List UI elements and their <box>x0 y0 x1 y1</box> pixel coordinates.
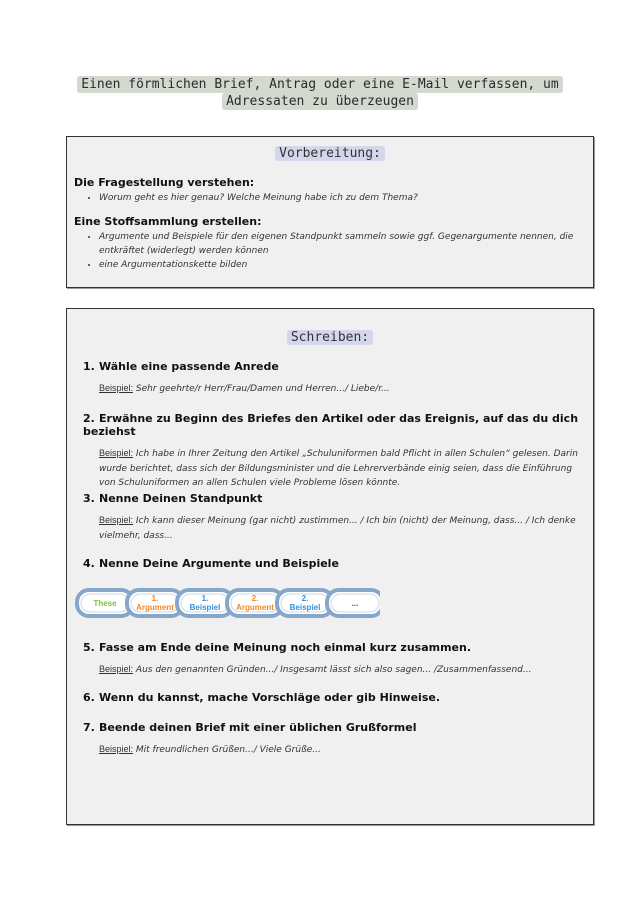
section-title-stoffsammlung: Eine Stoffsammlung erstellen: <box>74 215 262 228</box>
list-item: • Worum geht es hier genau? Welche Meinung habe ich zu dem Thema? <box>99 191 593 205</box>
step-6 <box>83 691 579 704</box>
step-2 <box>83 412 579 491</box>
step-heading: 7. Beende deinen Brief mit einer üblichen Grußformel <box>83 721 417 734</box>
step-example: Beispiel: Ich habe in Ihrer Zeitung den Artikel „Schuluniformen bald Pflicht in allen Schulen“ gelesen. Darin wurde berichtet, dass sich der Bildungsminister und die Lehrerverbände einig seien, dass die Einführung von Schuluniformen an allen Schulen viele Probleme lösen könnte. <box>99 448 578 488</box>
chain-label: Argument <box>136 603 174 612</box>
step-example: Beispiel: Ich kann dieser Meinung (gar nicht) zustimmen... / Ich bin (nicht) der Meinung, dass... / Ich denke vielmehr, dass... <box>99 515 576 541</box>
step-example: Beispiel: Aus den genannten Gründen.../ Insgesamt lässt sich also sagen... /Zusammenfassend... <box>99 664 532 675</box>
chain-label: ... <box>351 599 359 608</box>
step-heading: 3. Nenne Deinen Standpunkt <box>83 492 263 505</box>
step-heading: 5. Fasse am Ende deine Meinung noch einmal kurz zusammen. <box>83 641 472 654</box>
schreiben-box <box>66 308 594 825</box>
vorbereitung-heading: Vorbereitung: <box>67 146 593 161</box>
step-example: Beispiel: Sehr geehrte/r Herr/Frau/Damen und Herren.../ Liebe/r... <box>99 383 390 394</box>
list-item: • eine Argumentationskette bilden <box>99 258 593 272</box>
chain-label: 1. <box>151 594 159 603</box>
step-heading: 6. Wenn du kannst, mache Vorschläge oder gib Hinweise. <box>83 691 440 704</box>
chain-label: 1. <box>201 594 209 603</box>
chain-label: These <box>93 599 117 608</box>
step-heading: 1. Wähle eine passende Anrede <box>83 360 279 373</box>
stoffsammlung-list <box>67 230 593 272</box>
step-3 <box>83 492 579 543</box>
argument-chain <box>75 583 380 623</box>
chain-link <box>127 590 183 616</box>
fragestellung-list <box>67 191 593 205</box>
chain-link <box>327 590 380 616</box>
chain-label: Argument <box>236 603 274 612</box>
title-line-2: Adressaten zu überzeugen <box>222 93 418 110</box>
page-title <box>40 76 600 110</box>
section-title-fragestellung: Die Fragestellung verstehen: <box>74 176 255 189</box>
schreiben-heading: Schreiben: <box>67 330 593 345</box>
chain-link <box>277 590 333 616</box>
title-line-1: Einen förmlichen Brief, Antrag oder eine E-Mail verfassen, um <box>77 76 562 93</box>
step-heading: 4. Nenne Deine Argumente und Beispiele <box>83 557 339 570</box>
chain-label: 2. <box>301 594 309 603</box>
vorbereitung-box <box>66 136 594 288</box>
list-item: • Argumente und Beispiele für den eigenen Standpunkt sammeln sowie ggf. Gegenargumente nennen, die entkräftet (widerlegt) werden können <box>99 230 593 258</box>
chain-link <box>177 590 233 616</box>
chain-link <box>77 590 133 616</box>
step-1 <box>83 360 579 397</box>
chain-label: Beispiel <box>289 603 321 612</box>
step-7 <box>83 721 579 758</box>
chain-label: Beispiel <box>189 603 221 612</box>
chain-link <box>227 590 283 616</box>
step-heading: 2. Erwähne zu Beginn des Briefes den Artikel oder das Ereignis, auf das du dich beziehst <box>83 412 579 438</box>
step-example: Beispiel: Mit freundlichen Grüßen.../ Viele Grüße... <box>99 744 321 755</box>
chain-label: 2. <box>251 594 259 603</box>
step-5 <box>83 641 579 678</box>
step-4 <box>83 557 579 570</box>
